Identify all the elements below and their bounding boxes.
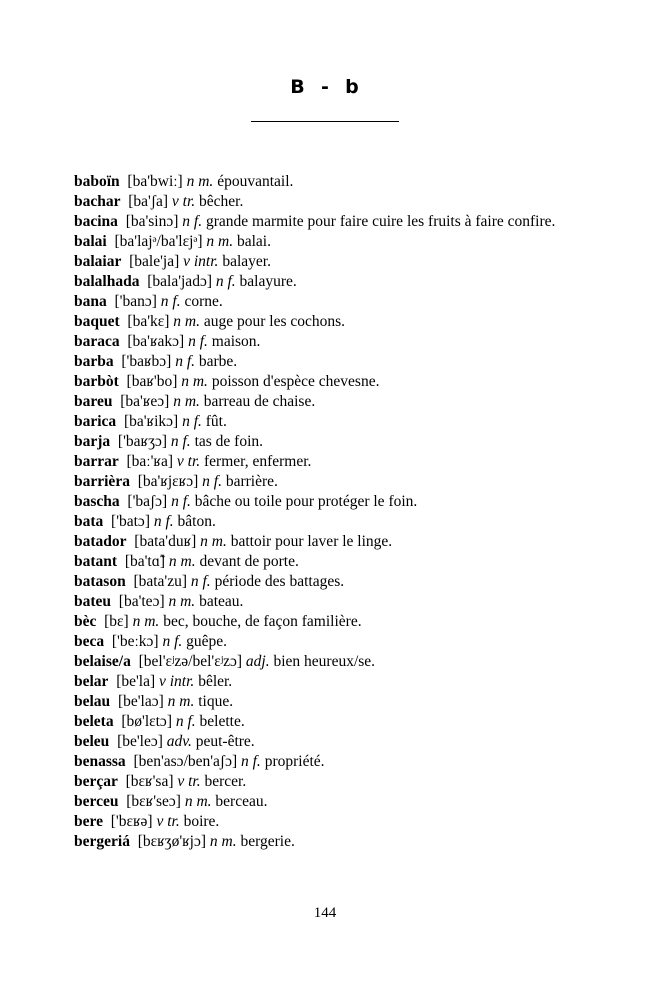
entry-pronunciation: [bale'ja] (129, 253, 180, 270)
entry-grammar: n f. (215, 273, 236, 290)
entry-grammar: n f. (175, 713, 196, 730)
entry-definition: bateau. (199, 593, 244, 610)
entry-grammar: n f. (182, 213, 203, 230)
entry-definition: devant de porte. (199, 553, 299, 570)
entry-pronunciation: [bɛʁ'seɔ] (126, 793, 181, 810)
entry-headword: benassa (74, 753, 126, 770)
entry-pronunciation: ['batɔ] (111, 513, 150, 530)
dictionary-entry (74, 792, 584, 812)
dictionary-entry (74, 452, 584, 472)
entry-definition: tas de foin. (194, 433, 264, 450)
entry-definition: bercer. (204, 773, 247, 790)
dictionary-entry (74, 232, 584, 252)
entry-headword: belaise/a (74, 653, 131, 670)
entry-pronunciation: [ba'sinɔ] (125, 213, 179, 230)
entry-headword: batant (74, 553, 118, 570)
entry-pronunciation: [baː'ʁa] (126, 453, 174, 470)
entry-headword: beleu (74, 733, 110, 750)
entry-grammar: v tr. (171, 193, 196, 210)
entry-pronunciation: [be'la] (116, 673, 156, 690)
entry-headword: bata (74, 513, 104, 530)
dictionary-entries (74, 172, 584, 852)
dictionary-entry (74, 532, 584, 552)
entry-pronunciation: [ba'kɛ] (127, 313, 170, 330)
entry-headword: bareu (74, 393, 113, 410)
entry-definition: belette. (199, 713, 245, 730)
entry-headword: barbòt (74, 373, 119, 390)
dictionary-entry (74, 392, 584, 412)
entry-grammar: n m. (168, 593, 196, 610)
dictionary-entry (74, 372, 584, 392)
entry-grammar: n m. (200, 533, 227, 550)
entry-definition: période des battages. (214, 573, 345, 590)
entry-pronunciation: [bata'zu] (133, 573, 187, 590)
dictionary-entry (74, 472, 584, 492)
entry-pronunciation: [bɛʁʒø'ʁjɔ] (137, 833, 207, 850)
dictionary-entry (74, 652, 584, 672)
dictionary-entry (74, 352, 584, 372)
entry-pronunciation: [be'leɔ] (117, 733, 163, 750)
entry-headword: beca (74, 633, 105, 650)
entry-pronunciation: [ba'ʁeɔ] (120, 393, 170, 410)
entry-grammar: n m. (173, 393, 200, 410)
entry-grammar: n f. (190, 573, 211, 590)
entry-definition: propriété. (264, 753, 325, 770)
dictionary-entry (74, 492, 584, 512)
entry-headword: balai (74, 233, 107, 250)
entry-headword: batador (74, 533, 127, 550)
dictionary-entry (74, 632, 584, 652)
title-divider (251, 121, 399, 122)
entry-pronunciation: ['bɛʁə] (110, 813, 153, 830)
entry-headword: baraca (74, 333, 120, 350)
entry-headword: berceu (74, 793, 119, 810)
entry-grammar: n m. (132, 613, 160, 630)
entry-pronunciation: ['banɔ] (114, 293, 157, 310)
dictionary-entry (74, 612, 584, 632)
dictionary-entry (74, 292, 584, 312)
entry-pronunciation: [bɛʁ'sa] (125, 773, 174, 790)
dictionary-entry (74, 272, 584, 292)
entry-pronunciation: [ba'bwiː] (127, 173, 183, 190)
entry-headword: bèc (74, 613, 97, 630)
entry-headword: bergeriá (74, 833, 130, 850)
dictionary-entry (74, 692, 584, 712)
entry-definition: bâton. (177, 513, 216, 530)
entry-definition: peut-être. (195, 733, 255, 750)
entry-definition: boire. (183, 813, 220, 830)
dictionary-entry (74, 832, 584, 852)
page-number: 144 (313, 905, 337, 921)
entry-pronunciation: [ba'ʁikɔ] (123, 413, 179, 430)
entry-pronunciation: [bɛ] (104, 613, 129, 630)
dictionary-entry (74, 252, 584, 272)
entry-grammar: v intr. (159, 673, 195, 690)
entry-grammar: n f. (153, 513, 174, 530)
entry-grammar: v tr. (177, 773, 201, 790)
entry-pronunciation: [bata'duʁ] (134, 533, 197, 550)
dictionary-entry (74, 432, 584, 452)
entry-headword: balaiar (74, 253, 122, 270)
entry-definition: poisson d'espèce chevesne. (211, 373, 380, 390)
entry-definition: corne. (184, 293, 223, 310)
entry-definition: berceau. (215, 793, 268, 810)
entry-headword: bateu (74, 593, 112, 610)
dictionary-entry (74, 172, 584, 192)
entry-pronunciation: ['baʁʒɔ] (117, 433, 167, 450)
entry-definition: bergerie. (240, 833, 295, 850)
entry-definition: tique. (198, 693, 234, 710)
dictionary-entry (74, 412, 584, 432)
entry-definition: grande marmite pour faire cuire les fruits à faire confire. (205, 213, 556, 230)
entry-grammar: n f. (171, 493, 191, 510)
entry-headword: balalhada (74, 273, 140, 290)
entry-pronunciation: [ba'ʃa] (128, 193, 169, 210)
entry-grammar: adv. (166, 733, 192, 750)
entry-pronunciation: ['baʃɔ] (127, 493, 168, 510)
entry-grammar: n f. (202, 473, 222, 490)
dictionary-entry (74, 732, 584, 752)
dictionary-entry (74, 752, 584, 772)
entry-grammar: n m. (186, 173, 214, 190)
dictionary-entry (74, 572, 584, 592)
entry-definition: auge pour les cochons. (203, 313, 346, 330)
dictionary-entry (74, 192, 584, 212)
entry-headword: beleta (74, 713, 114, 730)
entry-headword: barrar (74, 453, 119, 470)
entry-pronunciation: [ba'lajᵊ/ba'lɛjᵊ] (114, 233, 203, 250)
entry-pronunciation: [be'laɔ] (117, 693, 164, 710)
entry-headword: bachar (74, 193, 121, 210)
dictionary-entry (74, 772, 584, 792)
entry-headword: bascha (74, 493, 120, 510)
entry-definition: balayure. (239, 273, 297, 290)
entry-grammar: n m. (168, 553, 196, 570)
entry-headword: bere (74, 813, 103, 830)
entry-definition: guêpe. (186, 633, 228, 650)
entry-headword: baboïn (74, 173, 120, 190)
entry-headword: barica (74, 413, 117, 430)
entry-grammar: n f. (188, 333, 208, 350)
dictionary-entry (74, 332, 584, 352)
entry-headword: barja (74, 433, 111, 450)
entry-pronunciation: [ba'ʁakɔ] (127, 333, 185, 350)
entry-definition: bien heureux/se. (273, 653, 376, 670)
entry-pronunciation: [ba'teɔ] (118, 593, 165, 610)
entry-grammar: n m. (209, 833, 237, 850)
entry-definition: fût. (205, 413, 227, 430)
entry-grammar: n f. (182, 413, 202, 430)
entry-grammar: n m. (167, 693, 195, 710)
entry-pronunciation: [bel'ɛʲzə/bel'ɛʲzɔ] (138, 653, 243, 670)
entry-grammar: n f. (160, 293, 181, 310)
dictionary-entry (74, 672, 584, 692)
entry-grammar: n f. (175, 353, 195, 370)
dictionary-entry (74, 552, 584, 572)
entry-headword: bacina (74, 213, 118, 230)
entry-headword: batason (74, 573, 126, 590)
dictionary-entry (74, 512, 584, 532)
entry-headword: barrièra (74, 473, 130, 490)
entry-headword: baquet (74, 313, 120, 330)
dictionary-entry (74, 712, 584, 732)
entry-definition: fermer, enfermer. (204, 453, 312, 470)
entry-grammar: n m. (173, 313, 200, 330)
entry-headword: bana (74, 293, 107, 310)
page-title: B - b (290, 76, 360, 98)
entry-headword: berçar (74, 773, 118, 790)
entry-definition: maison. (211, 333, 261, 350)
entry-grammar: v tr. (176, 453, 201, 470)
entry-definition: barbe. (198, 353, 238, 370)
entry-definition: bec, bouche, de façon familière. (163, 613, 362, 630)
entry-pronunciation: ['baʁbɔ] (121, 353, 172, 370)
entry-pronunciation: [bala'jadɔ] (147, 273, 212, 290)
entry-definition: balayer. (222, 253, 271, 270)
dictionary-entry (74, 592, 584, 612)
entry-grammar: v tr. (156, 813, 180, 830)
entry-grammar: n m. (206, 233, 234, 250)
entry-pronunciation: ['beːkɔ] (111, 633, 159, 650)
entry-pronunciation: [bø'lɛtɔ] (121, 713, 172, 730)
entry-grammar: n f. (241, 753, 261, 770)
entry-grammar: v intr. (183, 253, 219, 270)
entry-headword: barba (74, 353, 114, 370)
entry-definition: bêcher. (199, 193, 244, 210)
entry-grammar: n f. (170, 433, 191, 450)
entry-grammar: adj. (245, 653, 270, 670)
entry-headword: belar (74, 673, 109, 690)
entry-definition: bêler. (198, 673, 233, 690)
entry-grammar: n f. (162, 633, 183, 650)
entry-definition: barrière. (225, 473, 278, 490)
entry-definition: battoir pour laver le linge. (230, 533, 393, 550)
entry-definition: barreau de chaise. (203, 393, 316, 410)
dictionary-entry (74, 212, 584, 232)
entry-definition: balai. (236, 233, 271, 250)
dictionary-entry (74, 312, 584, 332)
entry-definition: épouvantail. (217, 173, 294, 190)
entry-grammar: n m. (184, 793, 212, 810)
entry-definition: bâche ou toile pour protéger le foin. (194, 493, 418, 510)
entry-headword: belau (74, 693, 111, 710)
dictionary-entry (74, 812, 584, 832)
entry-pronunciation: [ben'asɔ/ben'aʃɔ] (133, 753, 238, 770)
entry-pronunciation: [baʁ'bo] (126, 373, 178, 390)
entry-pronunciation: [ba'tɑ̃] (124, 553, 165, 570)
entry-grammar: n m. (181, 373, 208, 390)
entry-pronunciation: [ba'ʁjɛʁɔ] (137, 473, 199, 490)
